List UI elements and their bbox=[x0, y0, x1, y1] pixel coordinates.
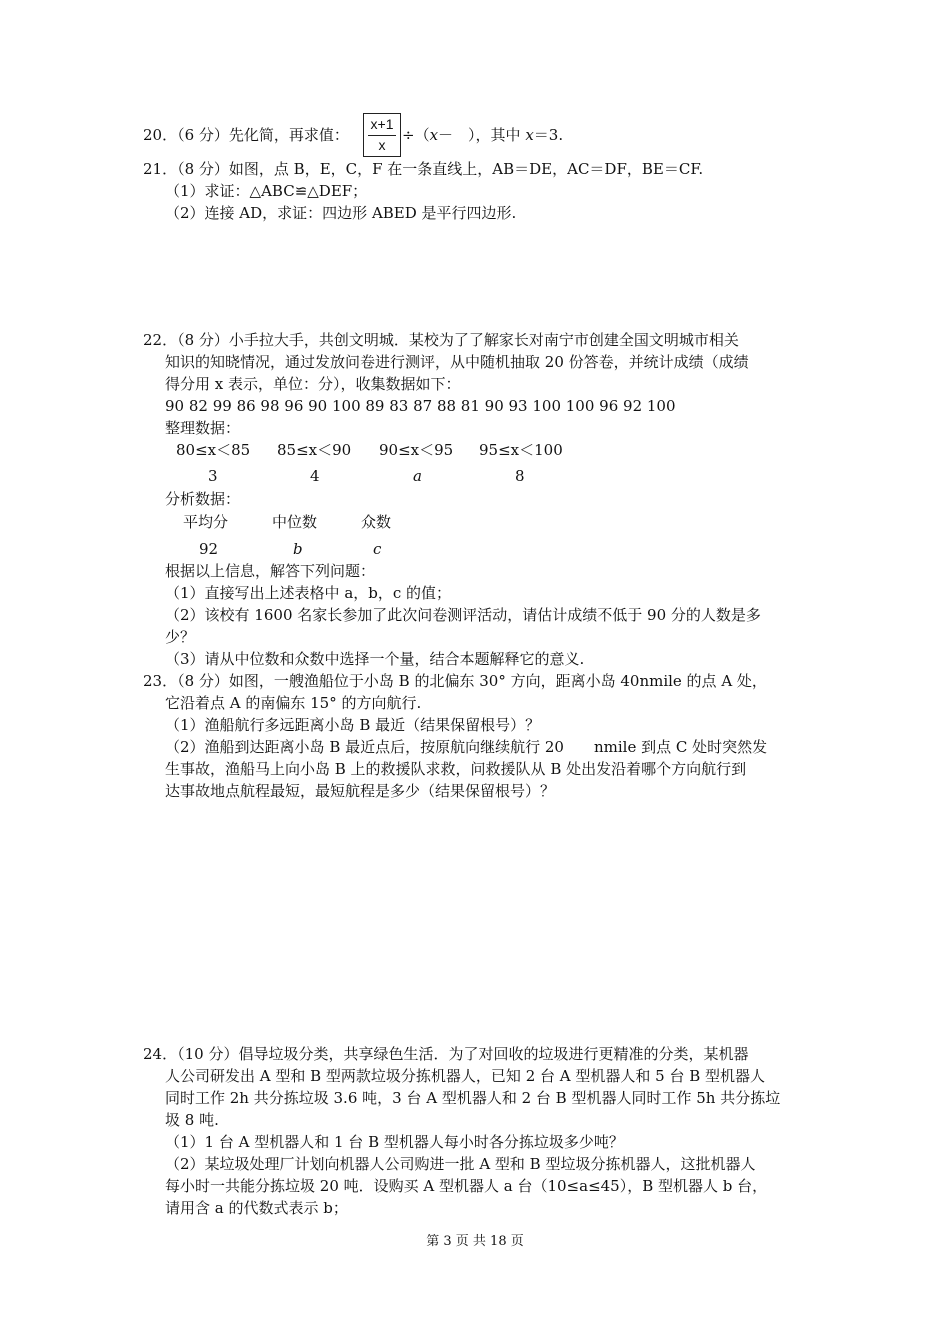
q23-line1: 23．（8 分）如图，一艘渔船位于小岛 B 的北偏东 30° 方向，距离小岛 40nmile 的点 A 处， bbox=[143, 672, 767, 690]
q23-line3: （1）渔船航行多远距离小岛 B 最近（结果保留根号）？ bbox=[165, 716, 541, 734]
q24-line8: 请用含 a 的代数式表示 b； bbox=[165, 1199, 348, 1217]
q22-organize: 整理数据： bbox=[165, 419, 241, 437]
range-header: 85≤x＜90 bbox=[277, 441, 352, 459]
q20-var2: x bbox=[525, 126, 534, 144]
q22-data: 90 82 99 86 98 96 90 100 89 83 87 88 81 90 93 100 100 96 92 100 bbox=[165, 397, 676, 415]
q23-line6: 达事故地点航程最短，最短航程是多少（结果保留根号）？ bbox=[165, 782, 556, 800]
q24-line5: （1）1 台 A 型机器人和 1 台 B 型机器人每小时各分拣垃圾多少吨？ bbox=[165, 1133, 624, 1151]
q20-prefix: 20．（6 分）先化简，再求值： bbox=[143, 126, 349, 144]
stat-header: 众数 bbox=[361, 513, 392, 531]
q20-line bbox=[143, 125, 349, 145]
q23-line4: （2）渔船到达距离小岛 B 最近点后，按原航向继续航行 20 nmile 到点 C 处时突然发 bbox=[165, 738, 768, 756]
q21-line2: （1）求证：△ABC≌△DEF； bbox=[165, 182, 368, 200]
q21-line3: （2）连接 AD，求证：四边形 ABED 是平行四边形. bbox=[165, 204, 517, 222]
range-count: 8 bbox=[515, 467, 525, 485]
range-count: a bbox=[413, 467, 422, 485]
q24-line6: （2）某垃圾处理厂计划向机器人公司购进一批 A 型和 B 型垃圾分拣机器人，这批机器人 bbox=[165, 1155, 756, 1173]
fraction-numerator: x+1 bbox=[370, 116, 394, 132]
q22-part1: （1）直接写出上述表格中 a，b，c 的值； bbox=[165, 584, 452, 602]
q20-divide: ÷（ bbox=[402, 126, 430, 144]
stat-header: 平均分 bbox=[183, 513, 229, 531]
q24-line2: 人公司研发出 A 型和 B 型两款垃圾分拣机器人，已知 2 台 A 型机器人和 5 台 B 型机器人 bbox=[165, 1067, 766, 1085]
q24-line4: 圾 8 吨. bbox=[165, 1111, 219, 1129]
q20-fraction bbox=[363, 113, 401, 157]
q24-line3: 同时工作 2h 共分拣垃圾 3.6 吨，3 台 A 型机器人和 2 台 B 型机器人同时工作 5h 共分拣垃 bbox=[165, 1089, 781, 1107]
q21-line1: 21．（8 分）如图，点 B，E，C，F 在一条直线上，AB＝DE，AC＝DF，BE＝CF. bbox=[143, 160, 704, 178]
fraction-bar bbox=[368, 135, 396, 136]
q24-line7: 每小时一共能分拣垃圾 20 吨．设购买 A 型机器人 a 台（10≤a≤45），B 型机器人 b 台， bbox=[165, 1177, 768, 1195]
q23-line2: 它沿着点 A 的南偏东 15° 的方向航行. bbox=[165, 694, 422, 712]
q20-paren: － ），其中 bbox=[438, 126, 526, 144]
range-count: 3 bbox=[208, 467, 218, 485]
stat-header: 中位数 bbox=[272, 513, 318, 531]
range-header: 95≤x＜100 bbox=[479, 441, 563, 459]
q24-line1: 24．（10 分）倡导垃圾分类，共享绿色生活．为了对回收的垃圾进行更精准的分类，某机器 bbox=[143, 1045, 749, 1063]
q20-tail: ＝3. bbox=[533, 126, 564, 144]
stat-value: c bbox=[373, 540, 382, 558]
fraction-denominator: x bbox=[378, 137, 386, 153]
q22-line2: 知识的知晓情况，通过发放问卷进行测评，从中随机抽取 20 份答卷，并统计成绩（成绩 bbox=[165, 353, 749, 371]
q22-part2b: 少？ bbox=[165, 628, 196, 646]
page-footer: 第 3 页 共 18 页 bbox=[426, 1234, 524, 1249]
range-count: 4 bbox=[310, 467, 320, 485]
q20-rest bbox=[402, 125, 563, 145]
stat-value: b bbox=[293, 540, 303, 558]
q23-line5: 生事故，渔船马上向小岛 B 上的救援队求救，问救援队从 B 处出发沿着哪个方向航行到 bbox=[165, 760, 747, 778]
range-header: 90≤x＜95 bbox=[379, 441, 454, 459]
q22-analyze: 分析数据： bbox=[165, 490, 241, 508]
q22-line1: 22．（8 分）小手拉大手，共创文明城．某校为了了解家长对南宁市创建全国文明城市相关 bbox=[143, 331, 739, 349]
q22-part2a: （2）该校有 1600 名家长参加了此次问卷测评活动，请估计成绩不低于 90 分的人数是多 bbox=[165, 606, 761, 624]
q22-intro: 根据以上信息，解答下列问题： bbox=[165, 562, 376, 580]
q20-var: x bbox=[429, 126, 439, 144]
q22-part3: （3）请从中位数和众数中选择一个量，结合本题解释它的意义. bbox=[165, 650, 585, 668]
q22-line3: 得分用 x 表示，单位：分），收集数据如下： bbox=[165, 375, 461, 393]
stat-value: 92 bbox=[199, 540, 219, 558]
range-header: 80≤x＜85 bbox=[176, 441, 251, 459]
